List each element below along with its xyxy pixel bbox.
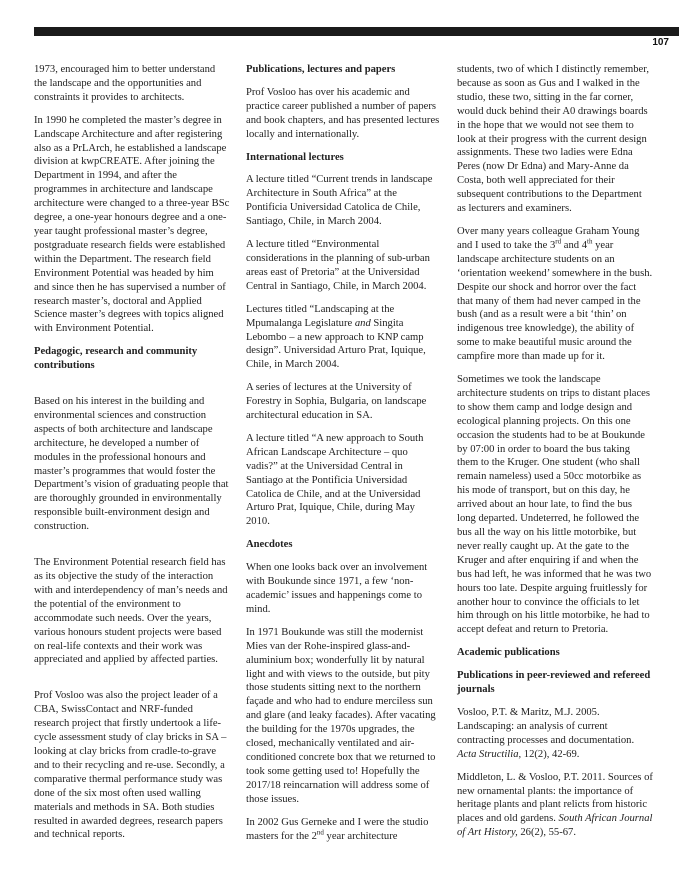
section-heading: Publications in peer-reviewed and refereed journals [457,670,651,696]
reference-entry: Middleton, L. & Vosloo, P.T. 2011. Sources of new ornamental plants: the importance of heritage plants and plant relicts from historic places and old gardens. South African Journal of Art History, 26(2), 55-67. [457,771,653,839]
section-heading: Publications, lectures and papers [246,64,396,75]
paragraph: In 2002 Gus Gerneke and I were the studio masters for the 2nd year architecture [246,816,429,842]
paragraph: Prof Vosloo has over his academic and practice career published a number of papers and book chapters, and has presented lectures locally and internationally. [246,86,440,140]
paragraph: Sometimes we took the landscape architecture students on trips to distant places to show them camp and lodge design and ecological planning projects. On this one occasion the students had to be at Boukunde by 07:00 in order to board the bus taking them to the Kruger. One student (who shall remain nameless) used a 50cc motorbike as his mode of transport, but on this day, he arrived about an hour late, to find the bus long departed. Undeterred, he followed the bus all the way on his little motorbike, but never really caught up. At the gate to the Kruger and after enquiring if and when the bus had left, he was informed that he was two hours too late. Despite arguing fruitlessly for another hour to convince the officials to let him through on his little motorbike, he had to accept defeat and return to Pretoria. [457,374,652,636]
paragraph: Over many years colleague Graham Young and I used to take the 3rd and 4th year landscape architecture students on an ‘orientation weekend’ somewhere in the bush. Despite our shock and horror over the fact that many of them had never camped in the bush (and as a result were a bit ‘thin’ on indigenous tree knowledge), the ability of some to make beautiful music around the campfire more than made up for it. [457,225,653,363]
paragraph: students, two of which I distinctly remember, because as soon as Gus and I walked in the studio, these two, sitting in the far corner, would duck behind their A0 drawings boards in the hope that we would not see them to look at their progress with the current design assignments. These two ladies were Edna Peres (now Dr Edna) and Mary-Anne da Costa, both well appreciated for their subsequent contributions to the Department as lecturers and examiners. [457,64,649,215]
section-heading: Academic publications [457,647,560,659]
lecture-entry: A lecture titled “A new approach to South African Landscape Architecture – quo vadis?” at the Universidad Central in Santiago at the Pontificia Universidad Catolica de Chile, and at the Universidad Arturo Prat, Iquique, Chile, during May 2010. [246,432,424,528]
paragraph: The Environment Potential research field has as its objective the study of the interaction with and interdependency of man’s needs and the potential of the environment to accommodate such needs. Over the years, various honours student projects were based on real-life contexts and their work was appreciated and applied by affected parties. [34,557,228,666]
lecture-entry: A lecture titled “Environmental considerations in the planning of sub-urban areas east of Pretoria” at the Universidad Central in Santiago, Chile, in March 2004. [246,239,430,292]
reference-entry: Vosloo, P.T. & Maritz, M.J. 2005. Landscaping: an analysis of current contracting processes and documentation. Acta Structilia, 12(2), 42-69. [457,706,635,760]
column-right [457,63,653,849]
section-heading: Anecdotes [246,539,293,551]
column-middle [246,63,440,852]
paragraph: When one looks back over an involvement with Boukunde since 1971, a few ‘non-academic’ issues and happenings come to mind. [246,562,428,615]
paragraph: In 1971 Boukunde was still the modernist Mies van der Rohe-inspired glass-and-aluminium box; wonderfully lit by natural light and with views to the outside, but pity those students sitting next to the northern façade and who had to endure merciless sun and glare (and leaky facades). After vacating the building for the 1970s upgrades, the closed, mechanically ventilated and air-conditioned concrete box that we returned to took some getting used to! Hopefully the 2017/18 reincarnation will address some of those issues. [246,626,436,805]
section-heading: Pedagogic, research and community contributions [34,346,198,372]
section-heading: International lectures [246,151,344,163]
paragraph: 1973, encouraged him to better understand the landscape and the opportunities and constraints it provides to architects. [34,64,216,103]
lecture-entry: Lectures titled “Landscaping at the Mpumalanga Legislature and Singita Lebombo – a new approach to KNP camp design”. Universidad Arturo Prat, Iquique, Chile, in March 2004. [246,303,426,371]
paragraph: Prof Vosloo was also the project leader of a CBA, SwissContact and NRF-funded research project that firstly undertook a life-cycle assessment study of clay bricks in SA – looking at clay bricks from cradle-to-grave and to their recycling and re-use. Secondly, a comparative thermal performance study was done of the six most often used walling materials and methods in SA. Both studies resulted in awarded degrees, research papers and technical reports. [34,690,227,841]
column-left [34,63,230,851]
header-rule [34,27,679,36]
page-number: 107 [652,37,669,48]
paragraph: Based on his interest in the building and environmental sciences and construction aspects of both architecture and landscape architecture, he developed a number of modules in the professional honours and master’s programmes that would foster the Department’s vision of graduating people that are thoroughly grounded in environmentally responsible built-environment design and construction. [34,396,229,533]
lecture-entry: A lecture titled “Current trends in landscape Architecture in South Africa” at the Pontificia Universidad Catolica de Chile, Santiago, Chile, in March 2004. [246,174,433,228]
paragraph: In 1990 he completed the master’s degree in Landscape Architecture and after registering also as a PrLArch, he established a landscape division at kwpCREATE. After joining the Department in 1994, and after the programmes in architecture and landscape architecture were changed to a three-year BSc degree, a one-year honours degree and a one-year taught professional master’s degree, postgraduate research fields were established within the Department. The research field Environment Potential was headed by him and since then he has supervised a number of research master’s, doctoral and Applied Science master’s degrees with topics aligned with Environment Potential. [34,114,230,335]
lecture-entry: A series of lectures at the University of Forestry in Sophia, Bulgaria, on landscape architectural education in SA. [246,382,427,422]
